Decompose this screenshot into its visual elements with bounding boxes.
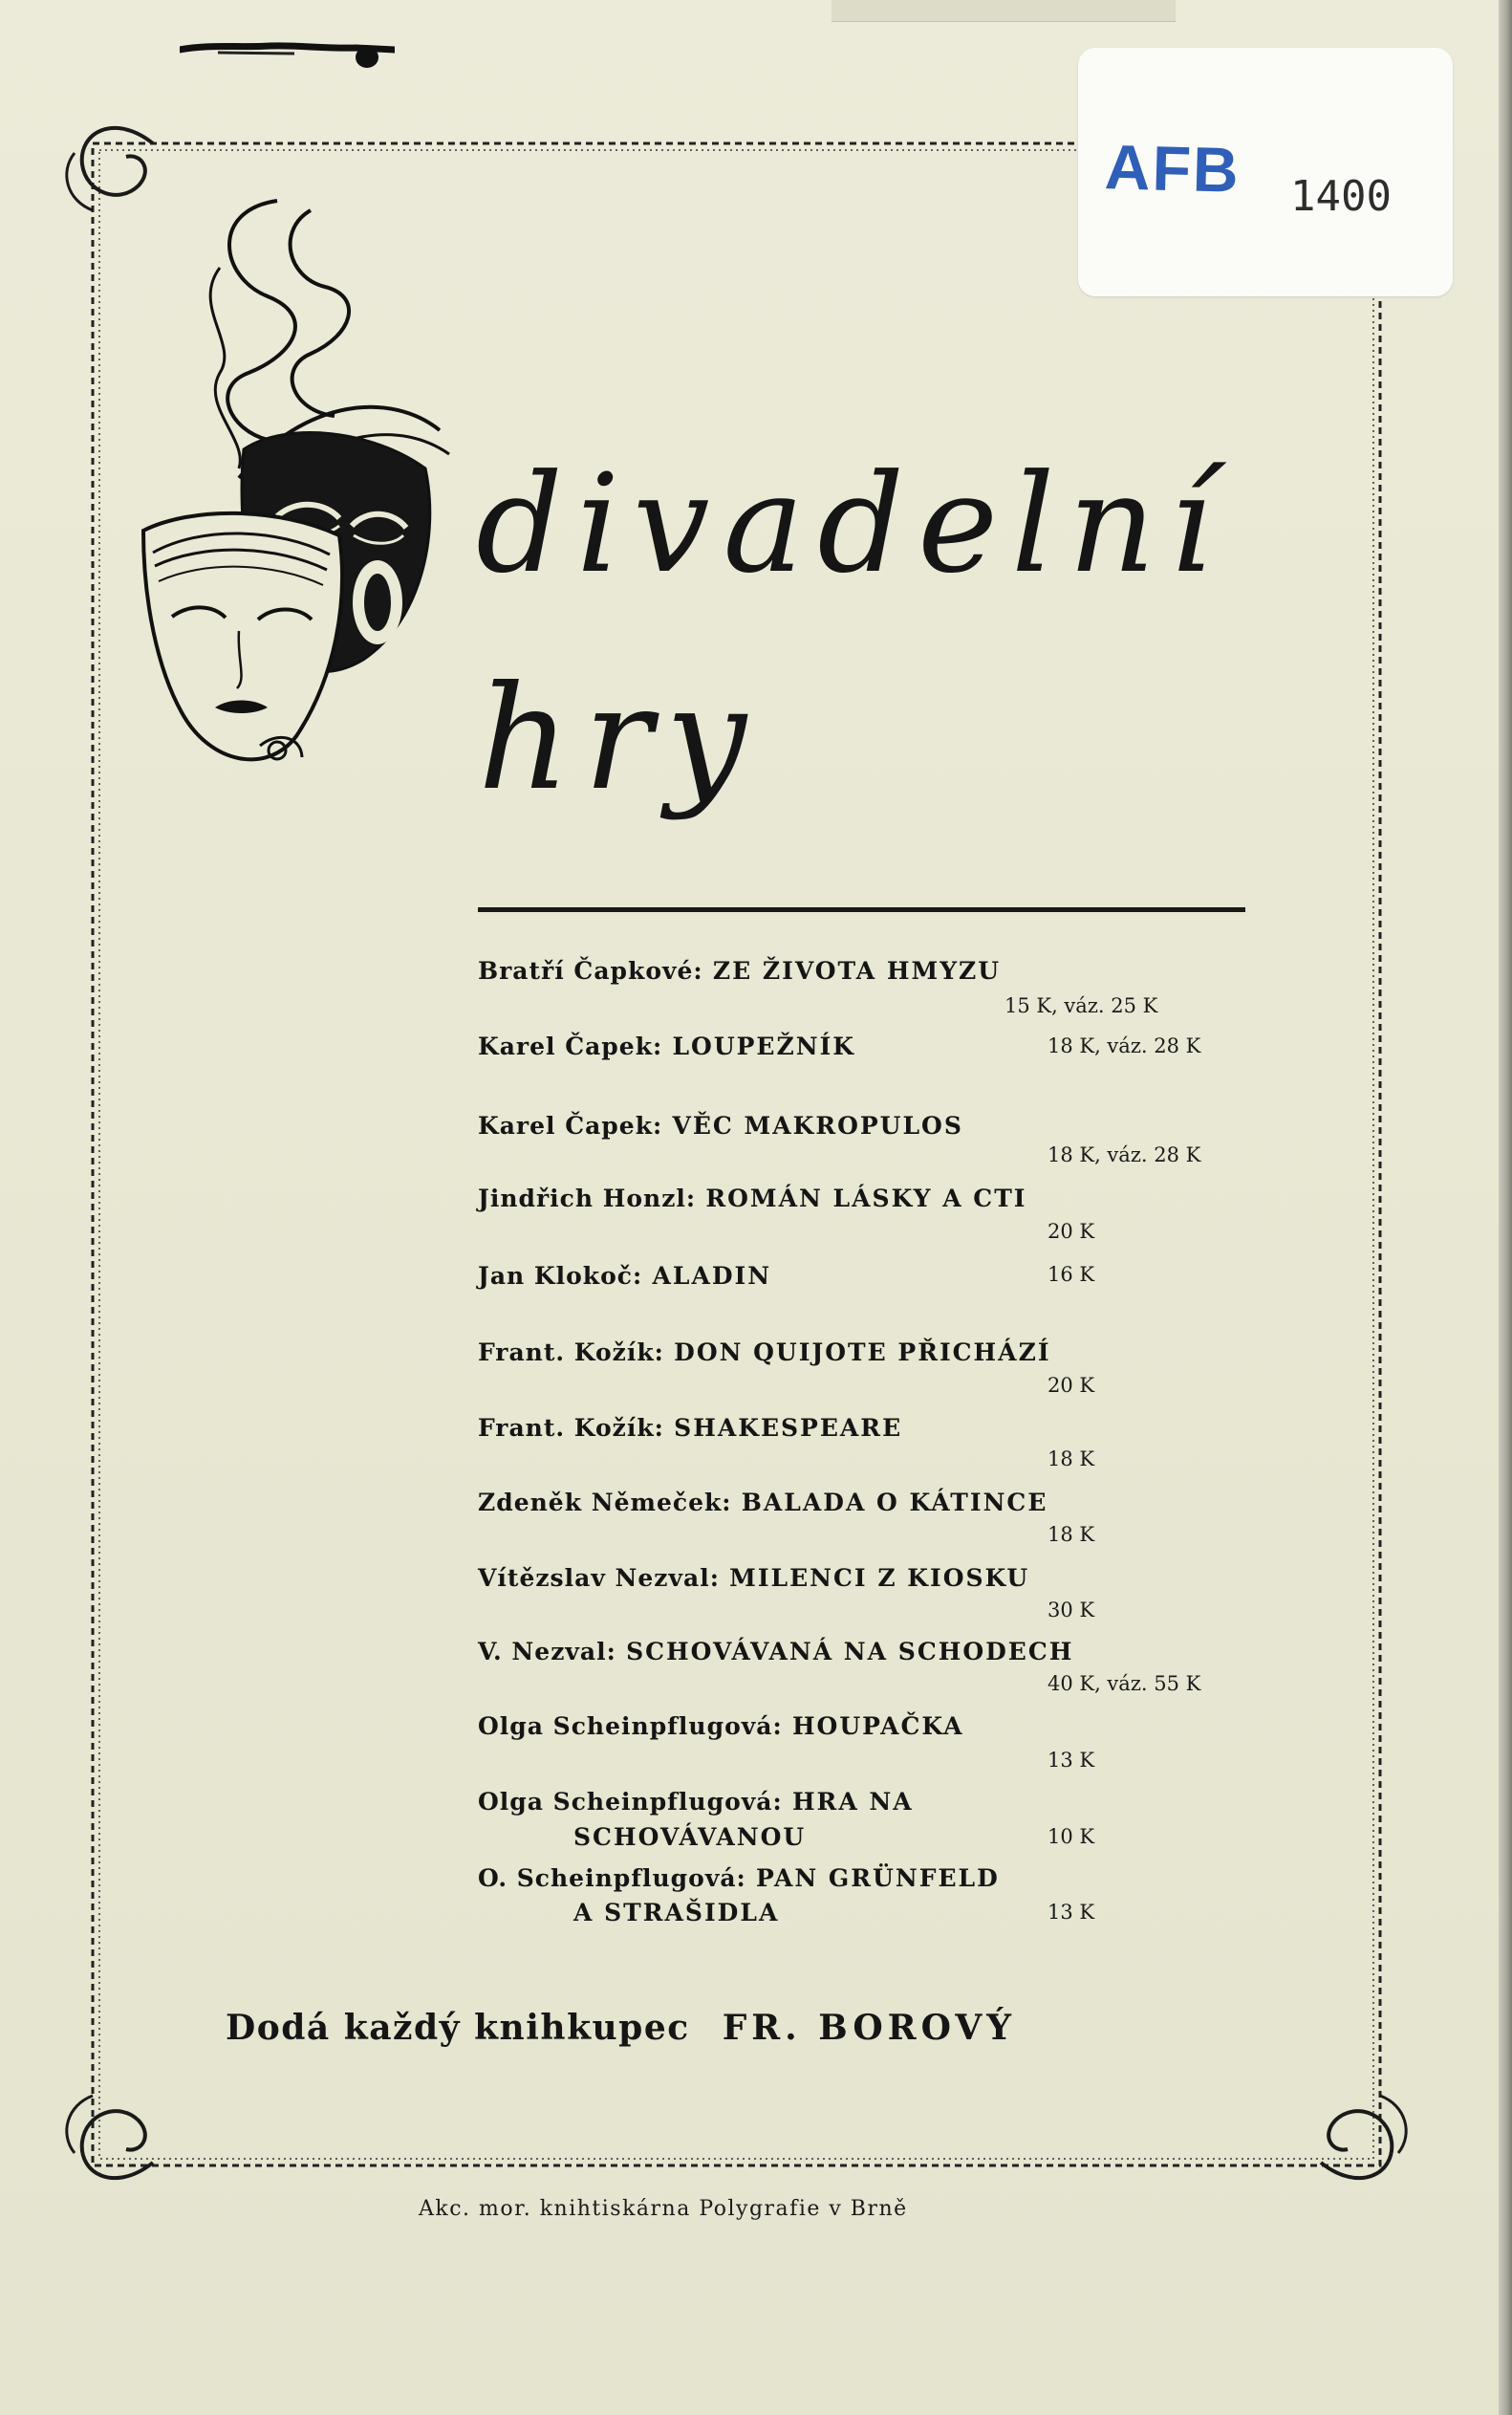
entry-author: Olga Scheinpflugová:	[478, 1788, 783, 1816]
list-item	[478, 1788, 914, 1816]
entry-price: 18 K	[1048, 1523, 1095, 1546]
list-item	[478, 1712, 964, 1740]
entry-price: 16 K	[1048, 1263, 1095, 1286]
divider-rule	[478, 907, 1245, 912]
label-number: 1400	[1290, 172, 1392, 221]
entry-title-continued: SCHOVÁVANOU	[573, 1823, 807, 1851]
title-line-2: hry	[478, 656, 761, 822]
list-item	[478, 1262, 771, 1290]
entry-title: ZE ŽIVOTA HMYZU	[712, 957, 1002, 985]
list-item	[478, 1033, 855, 1060]
supplier-text: Dodá každý knihkupec	[226, 2008, 690, 2048]
entry-author: Jindřich Honzl:	[478, 1185, 697, 1212]
entry-price: 13 K	[1048, 1749, 1095, 1772]
entry-title: ALADIN	[652, 1262, 772, 1290]
list-item	[478, 1338, 1051, 1366]
entry-author: Karel Čapek:	[478, 1112, 663, 1140]
theatre-masks-illustration	[134, 191, 459, 784]
entry-price: 18 K	[1048, 1447, 1095, 1470]
entry-price: 18 K, váz. 28 K	[1048, 1143, 1201, 1166]
list-item	[478, 1564, 1029, 1592]
entry-title: SCHOVÁVANÁ NA SCHODECH	[626, 1638, 1074, 1665]
entry-price: 20 K	[1048, 1220, 1095, 1243]
entry-author: Jan Klokoč:	[478, 1262, 643, 1290]
entry-title: ROMÁN LÁSKY A CTI	[705, 1185, 1027, 1212]
entry-price: 20 K	[1048, 1374, 1095, 1397]
entry-author: Karel Čapek:	[478, 1033, 663, 1060]
entry-title: PAN GRÜNFELD	[756, 1864, 1000, 1892]
entry-author: V. Nezval:	[478, 1638, 616, 1665]
list-item	[478, 1414, 902, 1442]
entry-price: 30 K	[1048, 1599, 1095, 1621]
entry-title: VĚC MAKROPULOS	[672, 1112, 963, 1140]
entry-author: Vítězslav Nezval:	[478, 1564, 720, 1592]
entry-title: HRA NA	[791, 1788, 914, 1816]
entry-price: 18 K, váz. 28 K	[1048, 1034, 1201, 1057]
entry-price: 10 K	[1048, 1825, 1095, 1848]
publisher-name: FR. BOROVÝ	[722, 2008, 1016, 2048]
entry-price: 40 K, váz. 55 K	[1048, 1672, 1201, 1695]
supplier-line	[226, 2008, 1016, 2048]
entry-author: Zdeněk Němeček:	[478, 1489, 732, 1516]
entry-title: DON QUIJOTE PŘICHÁZÍ	[674, 1338, 1051, 1366]
list-item	[478, 1864, 1000, 1892]
entry-author: Frant. Kožík:	[478, 1338, 664, 1366]
printer-imprint: Akc. mor. knihtiskárna Polygrafie v Brně	[419, 2197, 908, 2221]
entry-author: Frant. Kožík:	[478, 1414, 664, 1442]
entry-title: MILENCI Z KIOSKU	[729, 1564, 1030, 1592]
entry-author: O. Scheinpflugová:	[478, 1864, 746, 1892]
title-line-1: divadelní	[476, 446, 1226, 603]
entry-price: 15 K, váz. 25 K	[1004, 994, 1158, 1017]
entry-title-continued: A STRAŠIDLA	[573, 1899, 780, 1926]
entry-title: BALADA O KÁTINCE	[741, 1489, 1048, 1516]
list-item	[478, 957, 1001, 985]
entry-title: SHAKESPEARE	[674, 1414, 903, 1442]
entry-price: 13 K	[1048, 1901, 1095, 1924]
list-item	[478, 1185, 1027, 1212]
list-item	[478, 1489, 1048, 1516]
label-code: AFB	[1104, 131, 1242, 206]
library-label-sticker	[1078, 48, 1453, 296]
entry-title: LOUPEŽNÍK	[672, 1033, 856, 1060]
entry-author: Bratří Čapkové:	[478, 957, 703, 985]
list-item	[478, 1638, 1073, 1665]
entry-title: HOUPAČKA	[791, 1712, 964, 1740]
entry-author: Olga Scheinpflugová:	[478, 1712, 783, 1740]
list-item	[478, 1112, 963, 1140]
